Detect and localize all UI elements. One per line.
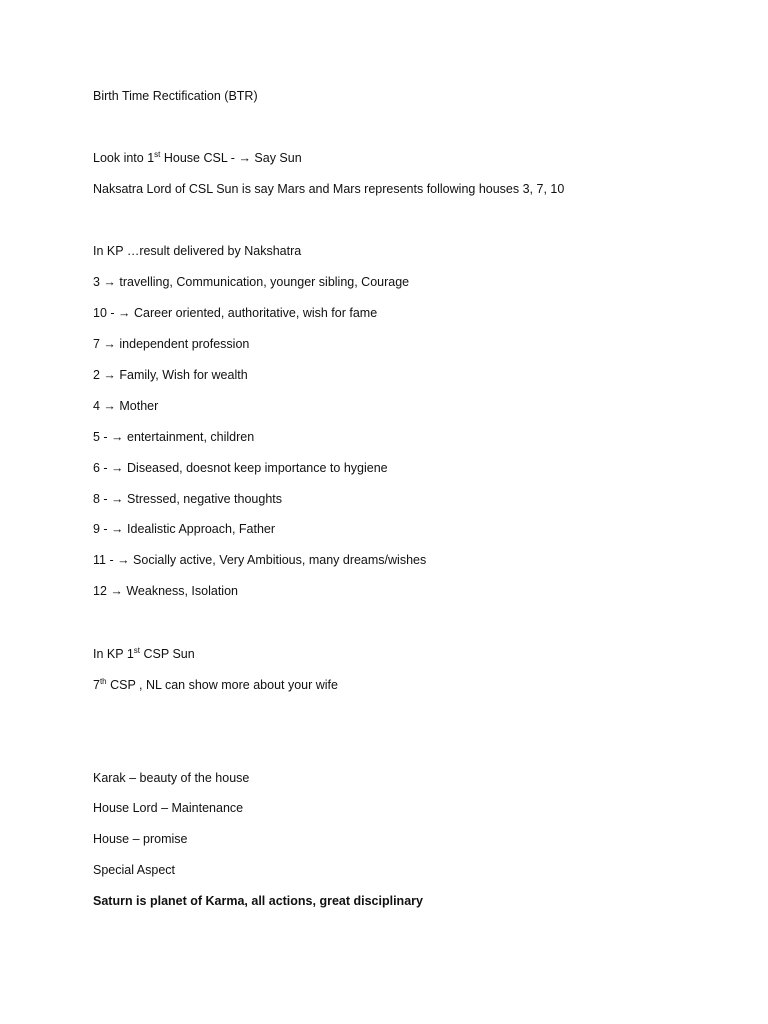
house-item: 6 - → Diseased, doesnot keep importance to hygiene bbox=[93, 461, 388, 475]
house-item: 9 - → Idealistic Approach, Father bbox=[93, 522, 276, 536]
note-item: House Lord – Maintenance bbox=[93, 801, 244, 815]
intro-line-1-rest: House CSL - → Say Sun bbox=[160, 151, 302, 165]
intro-line-1-text: Look into 1 bbox=[93, 151, 155, 165]
house-item: 2 → Family, Wish for wealth bbox=[93, 368, 248, 382]
csp-line-1-rest: CSP Sun bbox=[140, 647, 195, 661]
ordinal-suffix: st bbox=[133, 646, 141, 655]
csp-line-2 bbox=[93, 677, 338, 693]
note-item: House – promise bbox=[93, 832, 188, 846]
csp-line-1 bbox=[93, 646, 195, 662]
house-item: 5 - → entertainment, children bbox=[93, 430, 255, 444]
house-item: 7 → independent profession bbox=[93, 337, 250, 351]
ordinal-suffix: th bbox=[99, 677, 107, 686]
saturn-note: Saturn is planet of Karma, all actions, great disciplinary bbox=[93, 894, 423, 908]
note-item: Special Aspect bbox=[93, 863, 175, 877]
house-item: 11 - → Socially active, Very Ambitious, many dreams/wishes bbox=[93, 553, 427, 567]
csp-line-2-text: 7 bbox=[93, 678, 100, 692]
note-item: Karak – beauty of the house bbox=[93, 771, 250, 785]
intro-line-1 bbox=[93, 150, 302, 166]
intro-line-2: Naksatra Lord of CSL Sun is say Mars and Mars represents following houses 3, 7, 10 bbox=[93, 182, 565, 196]
csp-line-2-rest: CSP , NL can show more about your wife bbox=[106, 678, 338, 692]
house-item: 10 - → Career oriented, authoritative, wish for fame bbox=[93, 306, 378, 320]
document-title: Birth Time Rectification (BTR) bbox=[93, 89, 258, 103]
kp-heading: In KP …result delivered by Nakshatra bbox=[93, 244, 302, 258]
house-item: 4 → Mother bbox=[93, 399, 159, 413]
house-item: 8 - → Stressed, negative thoughts bbox=[93, 492, 282, 506]
ordinal-suffix: st bbox=[154, 150, 161, 159]
house-item: 12 → Weakness, Isolation bbox=[93, 584, 238, 598]
house-item: 3 → travelling, Communication, younger sibling, Courage bbox=[93, 275, 410, 289]
csp-line-1-text: In KP 1 bbox=[93, 647, 134, 661]
